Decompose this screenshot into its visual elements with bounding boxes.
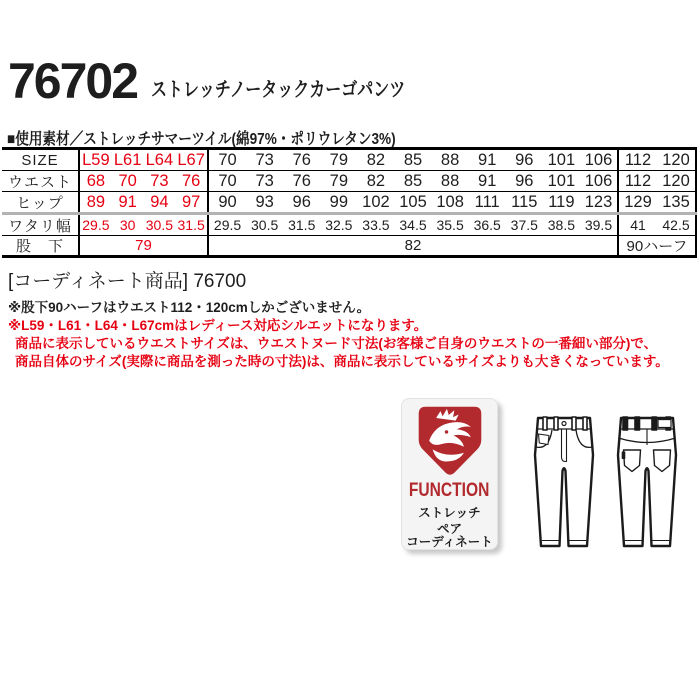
size-cell: 91: [478, 171, 497, 190]
size-cell: 30.5: [145, 217, 173, 233]
size-cell: 39.5: [584, 217, 613, 233]
size-cell: 105: [399, 192, 427, 211]
pants-back-image: [608, 415, 686, 549]
size-cell: L64: [145, 150, 174, 169]
row-label-size: SIZE: [2, 150, 80, 170]
badge-feature-stretch: ストレッチ: [418, 506, 481, 520]
size-cell: 88: [440, 171, 460, 190]
size-cell: 29.5: [82, 217, 110, 233]
size-cell: 76: [292, 171, 311, 190]
size-cell: 93: [255, 192, 274, 211]
notes: [8, 299, 669, 371]
size-cell: 112: [624, 150, 652, 169]
mens-size-group: [209, 150, 619, 170]
size-cell: 101: [547, 171, 576, 190]
size-cell: L61: [113, 150, 142, 169]
note-line-3: 商品に表示しているウエストサイズは、ウエストヌード寸法(お客様ご自身のウエストの一番細い部分)で、: [15, 336, 658, 351]
note-line-4: 商品自体のサイズ(実際に商品を測った時の寸法)は、商品に表示しているサイズよりも大きくなっています。: [15, 354, 669, 369]
size-cell: 34.5: [399, 217, 427, 233]
table-row-hip: [2, 192, 697, 215]
size-cell: 37.5: [510, 217, 538, 233]
size-cell: 73: [255, 150, 274, 169]
header: [8, 53, 469, 109]
size-cell: 115: [511, 192, 538, 211]
size-cell: 30.5: [251, 217, 279, 233]
coordinate-product-line: [コーディネート商品] 76700: [8, 271, 247, 292]
size-cell: 82: [366, 150, 386, 169]
size-cell: 32.5: [325, 217, 353, 233]
size-cell: 31.5: [288, 217, 316, 233]
size-cell: 70: [118, 171, 137, 190]
size-cell: 33.5: [362, 217, 390, 233]
large-inseam-cell: 90ハーフ: [619, 236, 697, 255]
size-cell: 68: [86, 171, 106, 190]
size-cell: 35.5: [436, 217, 464, 233]
size-cell: 79: [329, 150, 348, 169]
size-cell: 102: [362, 192, 390, 211]
size-cell: 76: [292, 150, 311, 169]
size-cell: 120: [662, 171, 690, 190]
row-label-waist: ウエスト: [2, 171, 80, 191]
size-cell: L59: [82, 150, 110, 169]
large-size-group: [619, 150, 697, 170]
ladies-waist-group: [80, 171, 209, 191]
size-cell: 30: [119, 217, 136, 233]
row-label-watari: ワタリ幅: [2, 215, 80, 235]
large-watari-group: [619, 215, 697, 235]
size-cell: 99: [329, 192, 348, 211]
size-cell: L67: [177, 150, 205, 169]
size-cell: 79: [329, 171, 348, 190]
mens-waist-group: [209, 171, 619, 191]
mens-watari-group: [209, 215, 619, 235]
ladies-inseam-cell: 79: [80, 236, 209, 255]
size-cell: 101: [547, 150, 576, 169]
pants-front-image: [525, 415, 603, 549]
size-cell: 94: [150, 192, 169, 211]
ladies-watari-group: [80, 215, 209, 235]
size-cell: 112: [624, 171, 652, 190]
large-hip-group: [619, 192, 697, 212]
table-row-waist: [2, 171, 697, 192]
size-cell: 73: [255, 171, 274, 190]
product-name: ストレッチノータックカーゴパンツ: [151, 79, 406, 101]
note-line-1: ※股下90ハーフはウエスト112・120cmしかございません。: [8, 300, 371, 315]
size-cell: 97: [181, 192, 201, 211]
size-cell: 42.5: [662, 217, 690, 233]
size-cell: 111: [474, 192, 500, 211]
badge-feature-coordinate: コーディネート: [406, 535, 493, 549]
mens-hip-group: [209, 192, 619, 212]
size-cell: 106: [584, 150, 613, 169]
material-line: ■使用素材／ストレッチサマーツイル(綿97%・ポリウレタン3%): [7, 131, 396, 148]
size-cell: 70: [218, 150, 237, 169]
table-row-size: [2, 150, 697, 171]
size-cell: 36.5: [473, 217, 501, 233]
table-row-inseam: [2, 236, 697, 255]
size-cell: 119: [548, 192, 575, 211]
size-cell: 82: [366, 171, 386, 190]
size-cell: 85: [403, 171, 423, 190]
size-cell: 96: [515, 150, 534, 169]
size-cell: 76: [181, 171, 201, 190]
ladies-hip-group: [80, 192, 209, 212]
size-cell: 91: [478, 150, 497, 169]
function-label: FUNCTION: [409, 480, 490, 501]
mens-inseam-cell: 82: [209, 236, 619, 255]
size-cell: 88: [440, 150, 460, 169]
product-code: 76702: [8, 53, 138, 109]
note-line-2: ※L59・L61・L64・L67cmはレディース対応シルエットになります。: [8, 318, 428, 333]
function-badge: [401, 398, 498, 550]
size-cell: 38.5: [547, 217, 576, 233]
badge-features: [406, 507, 493, 549]
size-cell: 120: [662, 150, 690, 169]
table-row-watari: [2, 215, 697, 236]
size-cell: 123: [584, 192, 613, 211]
size-cell: 106: [584, 171, 613, 190]
size-cell: 70: [218, 171, 237, 190]
size-cell: 96: [515, 171, 534, 190]
size-cell: 91: [118, 192, 137, 211]
size-cell: 85: [403, 150, 423, 169]
large-waist-group: [619, 171, 697, 191]
size-cell: 31.5: [177, 217, 205, 233]
size-cell: 29.5: [213, 217, 242, 233]
size-cell: 108: [436, 192, 464, 211]
size-cell: 73: [150, 171, 169, 190]
dragon-icon: [411, 405, 489, 478]
size-cell: 135: [662, 192, 690, 211]
size-cell: 89: [86, 192, 106, 211]
size-cell: 96: [292, 192, 311, 211]
badge-feature-pair: ペア: [436, 522, 462, 536]
row-label-inseam: 股 下: [2, 236, 80, 255]
size-cell: 129: [624, 192, 652, 211]
row-label-hip: ヒップ: [2, 192, 80, 212]
ladies-size-group: [80, 150, 209, 170]
size-table: [2, 147, 697, 258]
size-cell: 41: [630, 217, 646, 233]
size-cell: 90: [218, 192, 237, 211]
